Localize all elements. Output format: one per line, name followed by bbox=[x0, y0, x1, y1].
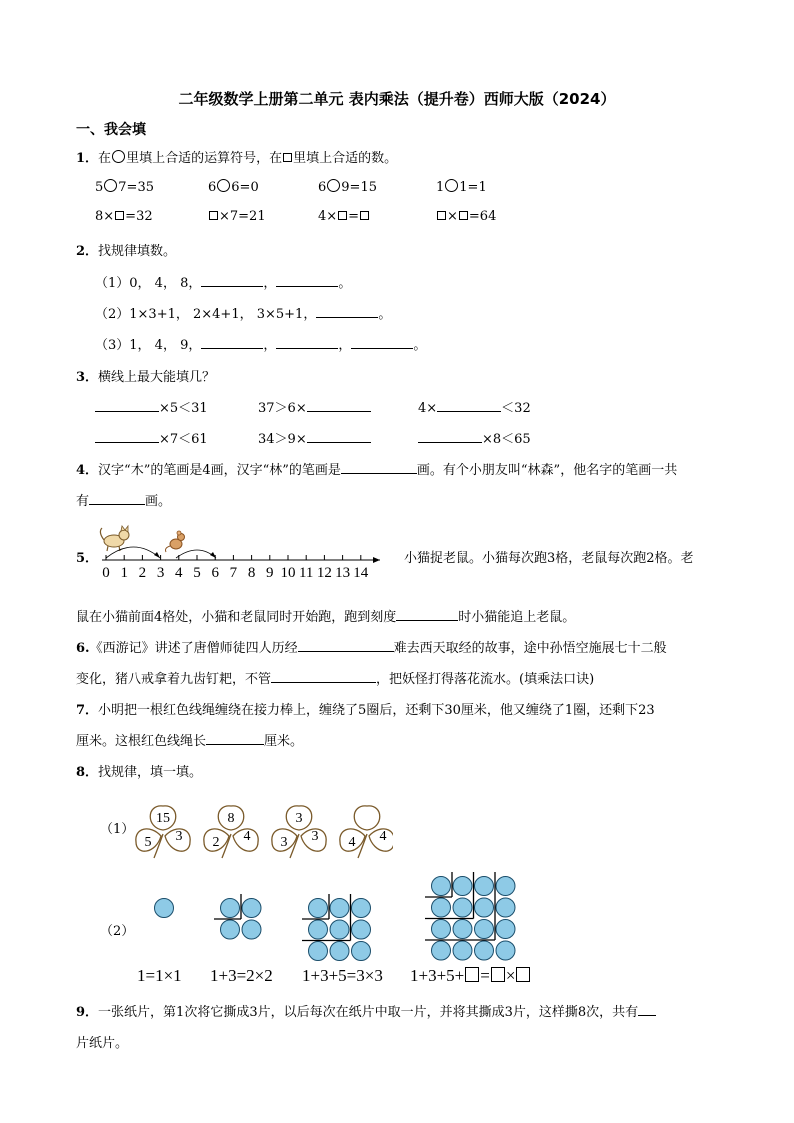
leaf-right-number: 4 bbox=[243, 829, 251, 844]
leaf-top-number: 8 bbox=[227, 811, 235, 826]
dot bbox=[475, 920, 494, 939]
q3-item: 4× ＜32 bbox=[418, 397, 531, 416]
dot bbox=[242, 920, 261, 939]
question-9-line-1: 9．一张纸片，第1次将它撕成3片，以后每次在纸片中取一片，并将其撕成3片，这样撕8次，共有 bbox=[76, 1001, 656, 1020]
answer-square[interactable] bbox=[115, 211, 124, 220]
q1-item: 1 1=1 bbox=[436, 180, 487, 195]
question-5-line-2: 鼠在小猫前面4格处，小猫和老鼠同时开始跑，跑到刻度 时小猫能追上老鼠。 bbox=[76, 606, 575, 625]
question-3-stem: 3．横线上最大能填几？ bbox=[76, 370, 216, 385]
q1-item: ×7=21 bbox=[208, 209, 266, 224]
tick-label: 12 bbox=[316, 565, 332, 581]
answer-blank[interactable] bbox=[276, 335, 338, 349]
dot bbox=[309, 899, 328, 918]
dot bbox=[352, 942, 371, 961]
answer-blank[interactable] bbox=[95, 398, 159, 412]
dot bbox=[221, 899, 240, 918]
answer-circle[interactable] bbox=[327, 179, 340, 192]
tick-label: 0 bbox=[102, 565, 110, 581]
answer-square[interactable] bbox=[360, 211, 369, 220]
equation-2: 1+3=2×2 bbox=[210, 966, 273, 985]
tick-label: 8 bbox=[247, 565, 256, 581]
circle-grid bbox=[214, 894, 261, 939]
answer-blank[interactable] bbox=[271, 669, 376, 683]
tick-label: 11 bbox=[298, 565, 314, 581]
tick-label: 14 bbox=[353, 565, 369, 581]
q3-item: 37＞6× bbox=[258, 397, 371, 416]
question-7-line-2: 厘米。这根红色线绳长 厘米。 bbox=[76, 730, 303, 749]
question-4-line-2: 有 画。 bbox=[76, 490, 171, 509]
dot bbox=[432, 877, 451, 896]
tick-label: 4 bbox=[175, 565, 183, 581]
clover-leaves-figure bbox=[128, 800, 393, 862]
leaf-right-number: 3 bbox=[311, 829, 319, 844]
equation-3: 1+3+5=3×3 bbox=[302, 966, 383, 985]
q1-item: × =64 bbox=[436, 209, 496, 224]
dot bbox=[330, 920, 349, 939]
dot bbox=[453, 941, 472, 960]
answer-blank[interactable] bbox=[418, 429, 482, 443]
dot bbox=[155, 899, 174, 918]
tick-label: 1 bbox=[120, 565, 128, 581]
q2-line-1: （1）0， 4， 8， ， 。 bbox=[95, 272, 351, 291]
answer-blank[interactable] bbox=[307, 398, 371, 412]
dot bbox=[475, 877, 494, 896]
answer-blank[interactable] bbox=[276, 273, 338, 287]
answer-square[interactable] bbox=[437, 211, 446, 220]
answer-blank[interactable] bbox=[95, 429, 159, 443]
q3-item: 34＞9× bbox=[258, 428, 371, 447]
dot bbox=[432, 941, 451, 960]
leaf-top-number: 3 bbox=[295, 811, 303, 826]
tick-label: 7 bbox=[229, 565, 238, 581]
q3-item: ×5＜31 bbox=[95, 397, 208, 416]
q1-item: 4× = bbox=[318, 209, 370, 224]
leaf-cluster bbox=[136, 806, 190, 858]
circle-symbol bbox=[112, 150, 125, 163]
question-5-line-1: 小猫捉老鼠。小猫每次跑3格，老鼠每次跑2格。老 bbox=[404, 551, 694, 566]
dot bbox=[432, 920, 451, 939]
question-2-stem: 2．找规律填数。 bbox=[76, 244, 177, 259]
circle-grid bbox=[425, 872, 515, 960]
tick-label: 2 bbox=[138, 565, 147, 581]
dot bbox=[496, 941, 515, 960]
dot bbox=[475, 941, 494, 960]
q1-item: 5 7=35 bbox=[95, 180, 154, 195]
leaf-top-number: 15 bbox=[156, 811, 170, 826]
dot bbox=[496, 877, 515, 896]
answer-blank[interactable] bbox=[201, 335, 263, 349]
answer-blank[interactable] bbox=[351, 335, 413, 349]
circle-grid bbox=[302, 894, 371, 961]
tick-label: 3 bbox=[156, 565, 165, 581]
dot bbox=[453, 920, 472, 939]
tick-label: 10 bbox=[280, 565, 296, 581]
dot bbox=[475, 898, 494, 917]
question-9-line-2: 片纸片。 bbox=[76, 1036, 129, 1051]
question-6-line-1: 6.《西游记》讲述了唐僧师徒四人历经 难去西天取经的故事，途中孙悟空施展七十二般 bbox=[76, 637, 667, 656]
tick-label: 13 bbox=[335, 565, 351, 581]
answer-blank[interactable] bbox=[307, 429, 371, 443]
odd-sum-squares-figure bbox=[148, 872, 533, 964]
dot bbox=[496, 920, 515, 939]
part-label: （2） bbox=[100, 924, 135, 939]
tick-label: 5 bbox=[193, 565, 201, 581]
leaf-right-number: 3 bbox=[175, 829, 183, 844]
answer-circle[interactable] bbox=[104, 179, 117, 192]
dot bbox=[352, 920, 371, 939]
dot bbox=[496, 898, 515, 917]
answer-blank[interactable] bbox=[396, 607, 458, 621]
question-6-line-2: 变化，猪八戒拿着九齿钉耙，不管 ，把妖怪打得落花流水。(填乘法口诀) bbox=[76, 668, 594, 687]
question-7-line-1: 7．小明把一根红色线绳缠绕在接力棒上，缠绕了5圈后，还剩下30厘米，他又缠绕了1圈，还剩下23 bbox=[76, 703, 655, 718]
dot bbox=[221, 920, 240, 939]
answer-blank[interactable] bbox=[638, 1002, 656, 1016]
equation-1: 1=1×1 bbox=[137, 966, 182, 985]
q1-item: 6 9=15 bbox=[318, 180, 377, 195]
answer-box[interactable] bbox=[516, 967, 530, 982]
question-number: 1． bbox=[76, 151, 99, 166]
leaf-left-number: 5 bbox=[144, 835, 152, 850]
number-line-figure bbox=[96, 522, 386, 584]
answer-blank[interactable] bbox=[89, 491, 145, 505]
question-4-line-1: 4．汉字“木”的笔画是4画，汉字“林”的笔画是 画。有个小朋友叫“林森”，他名字的笔画一共 bbox=[76, 459, 677, 478]
answer-circle[interactable] bbox=[445, 179, 458, 192]
leaf-left-number: 3 bbox=[280, 835, 288, 850]
q2-line-3: （3）1， 4， 9， ， ， 。 bbox=[95, 334, 426, 353]
circle-grid bbox=[155, 899, 174, 918]
question-8-stem: 8．找规律，填一填。 bbox=[76, 765, 203, 780]
leaf-right-number: 4 bbox=[379, 829, 387, 844]
dot bbox=[242, 899, 261, 918]
dot bbox=[453, 877, 472, 896]
square-symbol bbox=[283, 153, 292, 162]
dot bbox=[309, 920, 328, 939]
question-number: 5． bbox=[76, 551, 99, 566]
answer-blank[interactable] bbox=[298, 638, 394, 652]
section-heading: 一、我会填 bbox=[76, 122, 146, 138]
leaf-cluster bbox=[272, 806, 326, 858]
answer-square[interactable] bbox=[459, 211, 468, 220]
q3-item: ×7＜61 bbox=[95, 428, 208, 447]
q1-item: 6 6=0 bbox=[208, 180, 259, 195]
tick-label: 9 bbox=[266, 565, 274, 581]
leaf-left-number: 4 bbox=[348, 835, 356, 850]
answer-blank[interactable] bbox=[341, 460, 417, 474]
leaf-left-number: 2 bbox=[212, 835, 220, 850]
answer-box[interactable] bbox=[491, 967, 505, 982]
page-title: 二年级数学上册第二单元 表内乘法（提升卷）西师大版（2024） bbox=[178, 90, 616, 108]
answer-blank[interactable] bbox=[316, 304, 378, 318]
answer-square[interactable] bbox=[338, 211, 347, 220]
equation-4: 1+3+5+ = × bbox=[410, 966, 531, 986]
q1-item: 8× =32 bbox=[95, 209, 153, 224]
tick-label: 6 bbox=[211, 565, 219, 581]
answer-blank[interactable] bbox=[201, 273, 263, 287]
leaf-cluster bbox=[204, 806, 258, 858]
question-1-stem: 1．在 里填上合适的运算符号，在 里填上合适的数。 bbox=[76, 151, 398, 166]
answer-blank[interactable] bbox=[437, 398, 501, 412]
dot bbox=[330, 942, 349, 961]
q2-line-2: （2）1×3+1， 2×4+1， 3×5+1， 。 bbox=[95, 303, 391, 322]
answer-blank[interactable] bbox=[206, 731, 264, 745]
dot bbox=[330, 899, 349, 918]
dot bbox=[453, 898, 472, 917]
answer-box[interactable] bbox=[465, 967, 479, 982]
dot bbox=[432, 898, 451, 917]
leaf-cluster bbox=[340, 806, 393, 858]
dot bbox=[309, 942, 328, 961]
q3-item: ×8＜65 bbox=[418, 428, 531, 447]
mouse-icon bbox=[166, 531, 185, 552]
dot bbox=[352, 899, 371, 918]
cat-icon bbox=[100, 526, 129, 551]
answer-circle[interactable] bbox=[217, 179, 230, 192]
part-label: （1） bbox=[100, 822, 135, 837]
answer-square[interactable] bbox=[209, 211, 218, 220]
